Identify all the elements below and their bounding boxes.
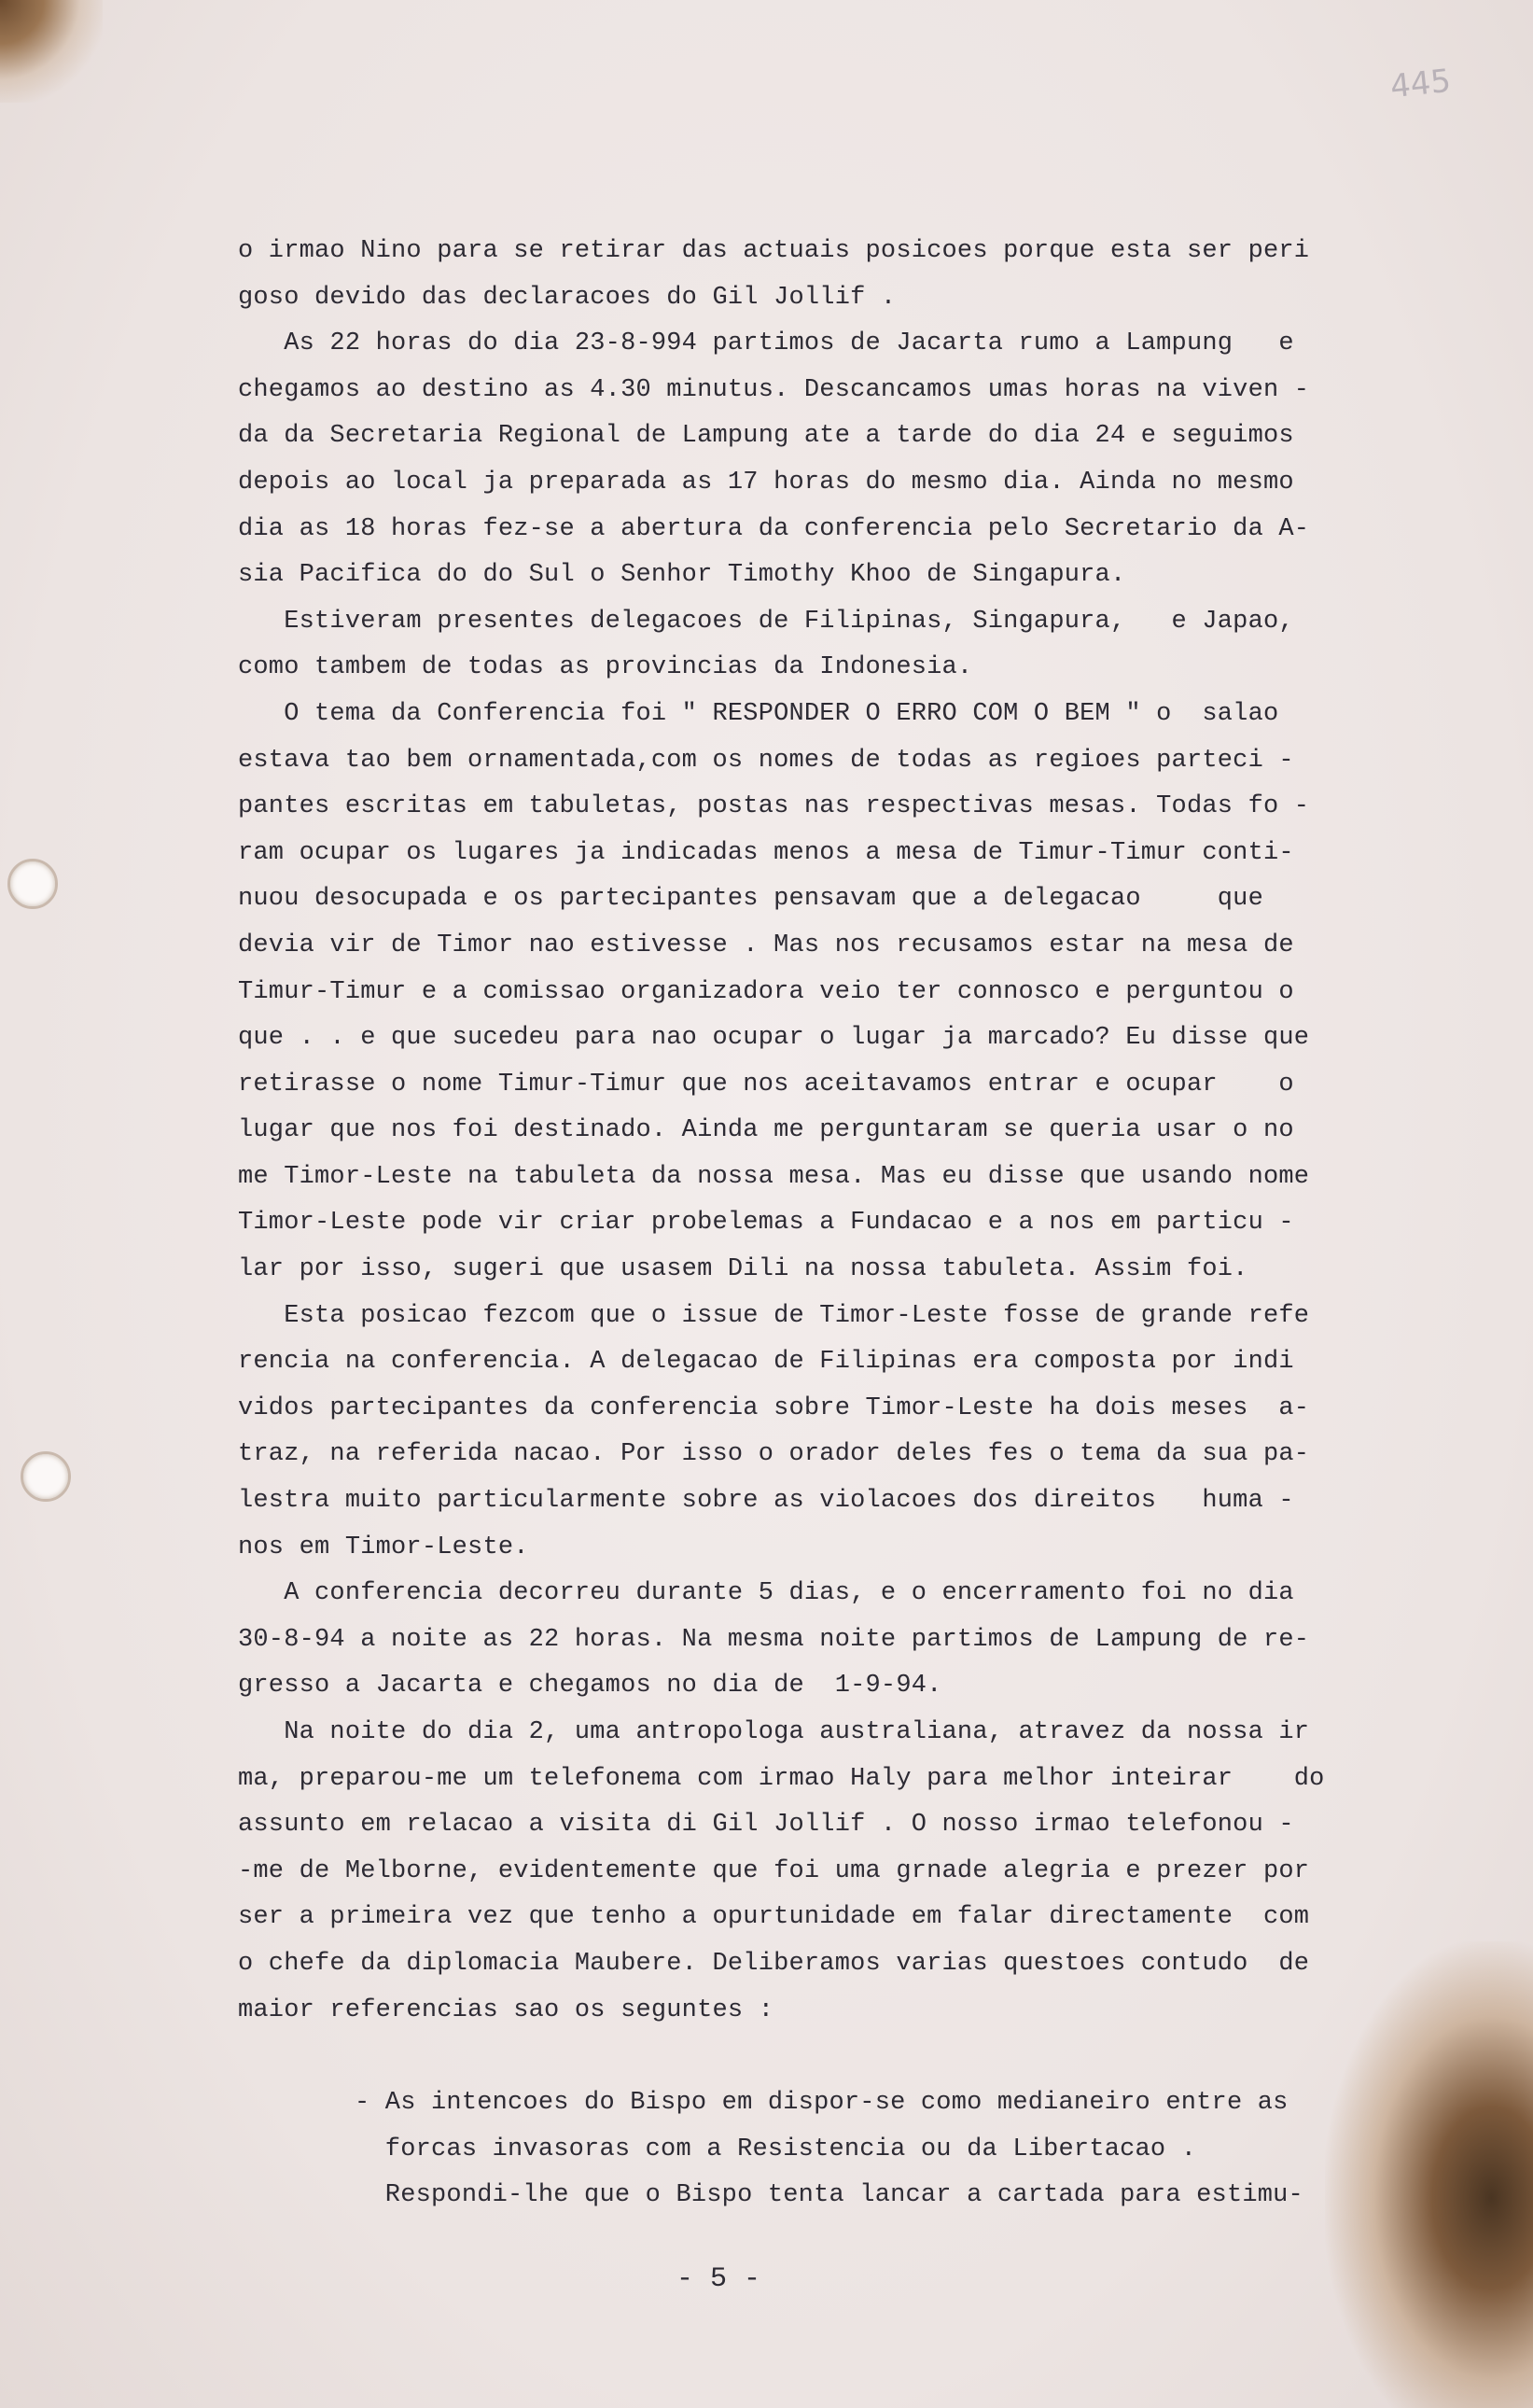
text-line: Na noite do dia 2, uma antropologa australiana, atravez da nossa ir <box>238 1718 1310 1746</box>
text-line: ma, preparou-me um telefonema com irmao Haly para melhor inteirar do <box>238 1764 1325 1793</box>
text-line: lar por isso, sugeri que usasem Dili na nossa tabuleta. Assim foi. <box>238 1255 1248 1284</box>
bullet-line: forcas invasoras com a Resistencia ou da Libertacao . <box>355 2135 1197 2163</box>
text-line: maior referencias sao os seguntes : <box>238 1995 774 2024</box>
page-number: - 5 - <box>676 2263 760 2295</box>
text-line: A conferencia decorreu durante 5 dias, e o encerramento foi no dia <box>238 1579 1294 1608</box>
text-line: Timur-Timur e a comissao organizadora veio ter connosco e perguntou o <box>238 977 1294 1006</box>
text-line: nos em Timor-Leste. <box>238 1533 529 1561</box>
text-line: 30-8-94 a noite as 22 horas. Na mesma noite partimos de Lampung de re- <box>238 1625 1310 1654</box>
text-line: nuou desocupada e os partecipantes pensavam que a delegacao que <box>238 885 1263 914</box>
text-line: O tema da Conferencia foi " RESPONDER O ERRO COM O BEM " o salao <box>238 699 1279 728</box>
text-line: pantes escritas em tabuletas, postas nas respectivas mesas. Todas fo - <box>238 792 1310 821</box>
punch-hole-upper <box>7 859 58 909</box>
text-line: retirasse o nome Timur-Timur que nos aceitavamos entrar e ocupar o <box>238 1070 1294 1099</box>
text-line: sia Pacifica do do Sul o Senhor Timothy Khoo de Singapura. <box>238 561 1126 590</box>
text-line: dia as 18 horas fez-se a abertura da conferencia pelo Secretario da A- <box>238 514 1310 543</box>
text-line: depois ao local ja preparada as 17 horas do mesmo dia. Ainda no mesmo <box>238 468 1294 497</box>
text-line: o chefe da diplomacia Maubere. Deliberamos varias questoes contudo de <box>238 1949 1310 1978</box>
text-line: gresso a Jacarta e chegamos no dia de 1-9-94. <box>238 1672 942 1701</box>
text-line: vidos partecipantes da conferencia sobre Timor-Leste ha dois meses a- <box>238 1393 1310 1422</box>
text-line: traz, na referida nacao. Por isso o orador deles fes o tema da sua pa- <box>238 1440 1310 1469</box>
text-line: que . . e que sucedeu para nao ocupar o lugar ja marcado? Eu disse que <box>238 1024 1310 1053</box>
text-line: devia vir de Timor nao estivesse . Mas nos recusamos estar na mesa de <box>238 931 1294 959</box>
text-line: lugar que nos foi destinado. Ainda me perguntaram se queria usar o no <box>238 1116 1294 1145</box>
body-text <box>238 229 1339 2219</box>
burn-stain-top-left <box>0 0 103 103</box>
text-line: rencia na conferencia. A delegacao de Filipinas era composta por indi <box>238 1348 1294 1377</box>
text-line: como tambem de todas as provincias da Indonesia. <box>238 653 973 682</box>
text-line: goso devido das declaracoes do Gil Jollif . <box>238 283 897 312</box>
bullet-line: Respondi-lhe que o Bispo tenta lancar a cartada para estimu- <box>355 2181 1303 2210</box>
text-line: me Timor-Leste na tabuleta da nossa mesa. Mas eu disse que usando nome <box>238 1162 1310 1191</box>
text-line: ser a primeira vez que tenho a opurtunidade em falar directamente com <box>238 1903 1310 1932</box>
text-line: chegamos ao destino as 4.30 minutus. Descancamos umas horas na viven - <box>238 375 1310 404</box>
text-line: Esta posicao fezcom que o issue de Timor-Leste fosse de grande refe <box>238 1301 1310 1330</box>
bullet-line: - As intencoes do Bispo em dispor-se como medianeiro entre as <box>355 2089 1289 2118</box>
body-lines <box>238 229 1339 2034</box>
text-line: Estiveram presentes delegacoes de Filipinas, Singapura, e Japao, <box>238 607 1294 636</box>
text-line: As 22 horas do dia 23-8-994 partimos de Jacarta rumo a Lampung e <box>238 329 1294 358</box>
paragraph-gap <box>238 2034 1339 2080</box>
text-line: da da Secretaria Regional de Lampung ate a tarde do dia 24 e seguimos <box>238 422 1294 451</box>
bullet-block <box>238 2080 1339 2219</box>
text-line: lestra muito particularmente sobre as violacoes dos direitos huma - <box>238 1487 1294 1516</box>
text-line: Timor-Leste pode vir criar probelemas a Fundacao e a nos em particu - <box>238 1209 1294 1238</box>
text-line: ram ocupar os lugares ja indicadas menos a mesa de Timur-Timur conti- <box>238 838 1294 867</box>
burn-stain-bottom-right <box>1325 1941 1533 2408</box>
text-line: o irmao Nino para se retirar das actuais posicoes porque esta ser peri <box>238 237 1310 265</box>
handwritten-page-mark: 445 <box>1388 62 1453 106</box>
punch-hole-lower <box>21 1451 71 1502</box>
text-line: -me de Melborne, evidentemente que foi uma grnade alegria e prezer por <box>238 1856 1310 1885</box>
text-line: estava tao bem ornamentada,com os nomes de todas as regioes parteci - <box>238 746 1294 775</box>
text-line: assunto em relacao a visita di Gil Jollif . O nosso irmao telefonou - <box>238 1811 1294 1840</box>
